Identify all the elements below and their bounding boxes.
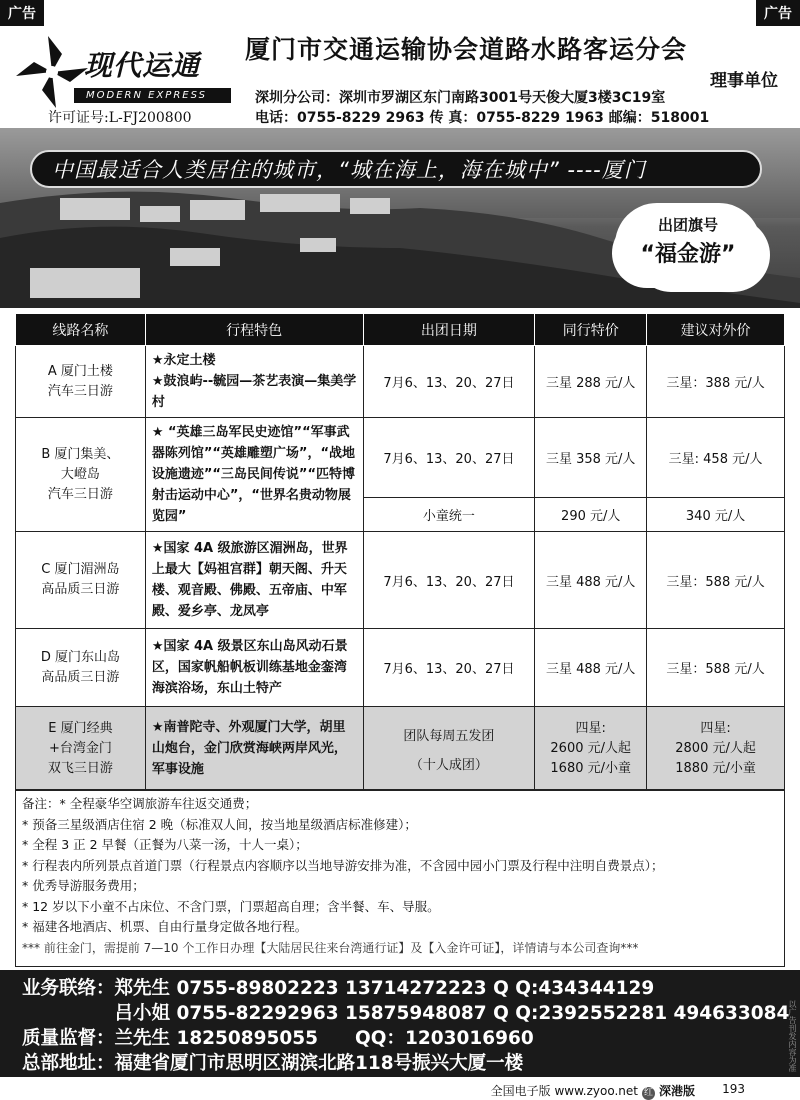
suggest-price: 三星: 458 元/人 [647, 418, 785, 498]
header [0, 22, 800, 134]
table-row [16, 629, 785, 707]
peer-price: 三星 358 元/人 [535, 418, 647, 498]
contact-line: 电话：0755-8229 2963 传 真：0755-8229 1963 邮编：518001 [255, 110, 710, 126]
departure-date: 7月6、13、20、27日 [363, 629, 535, 707]
route-name: B 厦门集美、 大嶝岛 汽车三日游 [16, 418, 146, 532]
suggest-price: 三星：588 元/人 [647, 532, 785, 629]
flag-name: “福金游” [640, 242, 736, 267]
route-name: E 厦门经典 +台湾金门 双飞三日游 [16, 707, 146, 791]
peer-price: 三星 488 元/人 [535, 532, 647, 629]
col-header: 同行特价 [535, 314, 647, 346]
logo-subtitle: MODERN EXPRESS [74, 88, 231, 103]
footer-row: 质量监督：兰先生 18250895055 QQ：1203016960 [22, 1028, 534, 1049]
flag-label: 出团旗号 [657, 216, 718, 234]
site-info [491, 1082, 695, 1100]
footer-row: 吕小姐 0755-82292963 15875948087 Q Q:2392552281 494633084 [22, 1003, 790, 1024]
note-line: 备注：* 全程豪华空调旅游车往返交通费； [22, 796, 258, 811]
departure-date: 7月6、13、20、27日 [363, 418, 535, 498]
child-suggest-price: 340 元/人 [647, 497, 785, 531]
note-line: * 全程 3 正 2 早餐（正餐为八菜一汤，十人一桌）； [22, 837, 308, 852]
peer-price: 三星 488 元/人 [535, 629, 647, 707]
table-row [16, 346, 785, 418]
suggest-price: 三星：388 元/人 [647, 346, 785, 418]
circle-badge: 红 [643, 1088, 653, 1098]
org-subtitle: 理事单位 [710, 71, 778, 91]
route-name: C 厦门湄洲岛 高品质三日游 [16, 532, 146, 629]
col-header: 线路名称 [16, 314, 146, 346]
child-label: 小童统一 [363, 497, 535, 531]
notes-box [15, 789, 785, 967]
note-line: *** 前往金门，需提前 7—10 个工作日办理【大陆居民往来台湾通行证】及【入金许可证】，详情请与本公司查询*** [22, 940, 639, 955]
note-line: * 行程表内所列景点首道门票（行程景点内容顺序以当地导游安排为准，不含园中园小门票及行程中注明自费景点）； [22, 857, 664, 873]
footer-row: 总部地址：福建省厦门市思明区湖滨北路118号振兴大厦一楼 [22, 1053, 524, 1074]
suggest-price: 四星: 2800 元/人起 1880 元/小童 [647, 707, 785, 791]
note-line: * 预备三星级酒店住宿 2 晚（标准双人间，按当地星级酒店标准修建）； [22, 816, 417, 832]
page-footer [0, 1080, 800, 1100]
col-header: 建议对外价 [647, 314, 785, 346]
slogan-banner: 中国最适合人类居住的城市，“城在海上，海在城中” ----厦门 [30, 150, 762, 188]
ad-tag-left: 广告 [0, 0, 44, 26]
note-line: * 福建各地酒店、机票、自由行量身定做各地行程。 [22, 919, 308, 934]
note-line: * 12 岁以下小童不占床位、不含门票，门票超高自理；含半餐、车、导服。 [22, 898, 440, 914]
org-title: 厦门市交通运输协会道路水路客运分会 [245, 35, 688, 64]
route-features: ★永定土楼 ★鼓浪屿--毓园—茶艺表演—集美学村 [145, 346, 363, 418]
footer-row: 业务联络：郑先生 0755-89802223 13714272223 Q Q:434344129 [22, 978, 655, 999]
route-name: A 厦门土楼 汽车三日游 [16, 346, 146, 418]
tour-flag-cloud [618, 206, 758, 284]
child-peer-price: 290 元/人 [535, 497, 647, 531]
route-features: ★ “英雄三岛军民史迹馆”“军事武器陈列馆”“英雄雕塑广场”，“战地设施遗迹”“三岛民间传说”“匹特博射击运动中心”，“世界名贵动物展览园” [145, 418, 363, 532]
ad-tag-right: 广告 [756, 0, 800, 26]
route-name: D 厦门东山岛 高品质三日游 [16, 629, 146, 707]
note-line: * 优秀导游服务费用； [22, 878, 145, 893]
routes-table [15, 313, 785, 791]
suggest-price: 三星：588 元/人 [647, 629, 785, 707]
col-header: 行程特色 [145, 314, 363, 346]
footer-contacts [0, 970, 800, 1077]
company-logo [12, 30, 242, 118]
route-features: ★国家 4A 级旅游区湄洲岛，世界上最大【妈祖宫群】朝天阁、升天楼、观音殿、佛殿、五帝庙、中军殿、爱乡亭、龙凤亭 [145, 532, 363, 629]
route-features: ★南普陀寺、外观厦门大学，胡里山炮台，金门欣赏海峡两岸风光，军事设施 [145, 707, 363, 791]
route-features: ★国家 4A 级景区东山岛风动石景区，国家帆船帆板训练基地金銮湾海滨浴场，东山土特产 [145, 629, 363, 707]
departure-date: 团队每周五发团 （十人成团） [363, 707, 535, 791]
page-number: 193 [722, 1082, 745, 1096]
peer-price: 四星: 2600 元/人起 1680 元/小童 [535, 707, 647, 791]
col-header: 出团日期 [363, 314, 535, 346]
table-row [16, 707, 785, 791]
table-row [16, 418, 785, 498]
departure-date: 7月6、13、20、27日 [363, 346, 535, 418]
banner-photo [0, 128, 800, 308]
logo-text: 现代运通 [84, 49, 201, 82]
side-note: 以广告刊发内容为准 [788, 1000, 797, 1072]
edition-label: 深港版 [658, 1084, 695, 1098]
branch-address: 深圳分公司：深圳市罗湖区东门南路3001号天俊大厦3楼3C19室 [255, 90, 666, 106]
license-number: 许可证号:L-FJ200800 [48, 110, 192, 126]
departure-date: 7月6、13、20、27日 [363, 532, 535, 629]
table-header-row [16, 314, 785, 346]
site-url: 全国电子版 www.zyoo.net [490, 1084, 638, 1098]
table-row [16, 532, 785, 629]
peer-price: 三星 288 元/人 [535, 346, 647, 418]
